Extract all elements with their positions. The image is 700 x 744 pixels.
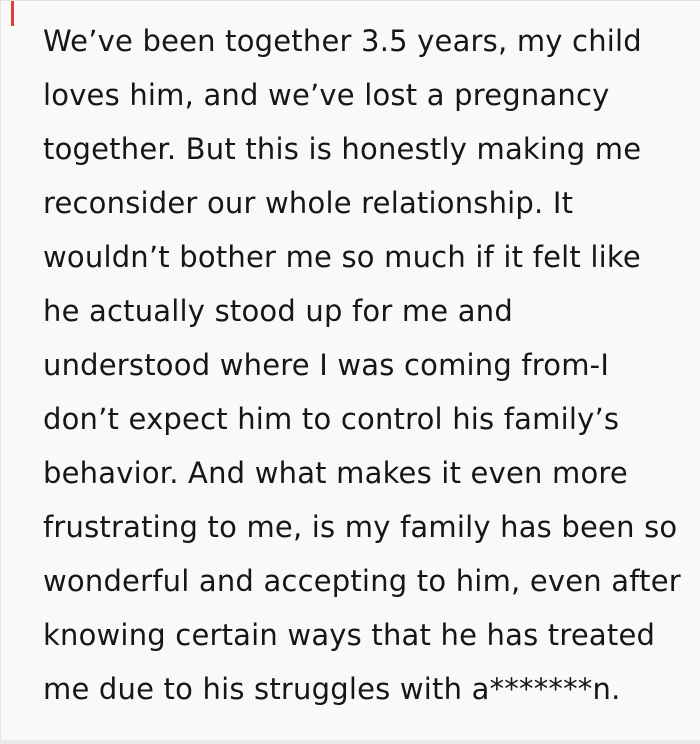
quote-line: knowing certain ways that he has treated (43, 618, 656, 652)
quote-line: frustrating to me, is my family has been so (43, 510, 678, 544)
quote-line: wouldn’t bother me so much if it felt like (43, 240, 641, 274)
quote-line: behavior. And what makes it even more (43, 456, 628, 490)
quote-line: understood where I was coming from-I (43, 348, 610, 382)
quote-line: loves him, and we’ve lost a pregnancy (43, 78, 610, 112)
quote-text (1, 1, 700, 716)
quote-line: We’ve been together 3.5 years, my child (43, 24, 642, 58)
quote-line: don’t expect him to control his family’s (43, 402, 620, 436)
quote-accent-bar (11, 1, 14, 26)
quote-line: he actually stood up for me and (43, 294, 513, 328)
quote-line: me due to his struggles with a*******n. (43, 672, 621, 706)
quote-line: reconsider our whole relationship. It (43, 186, 574, 220)
quote-line: together. But this is honestly making me (43, 132, 642, 166)
quote-line: wonderful and accepting to him, even after (43, 564, 681, 598)
